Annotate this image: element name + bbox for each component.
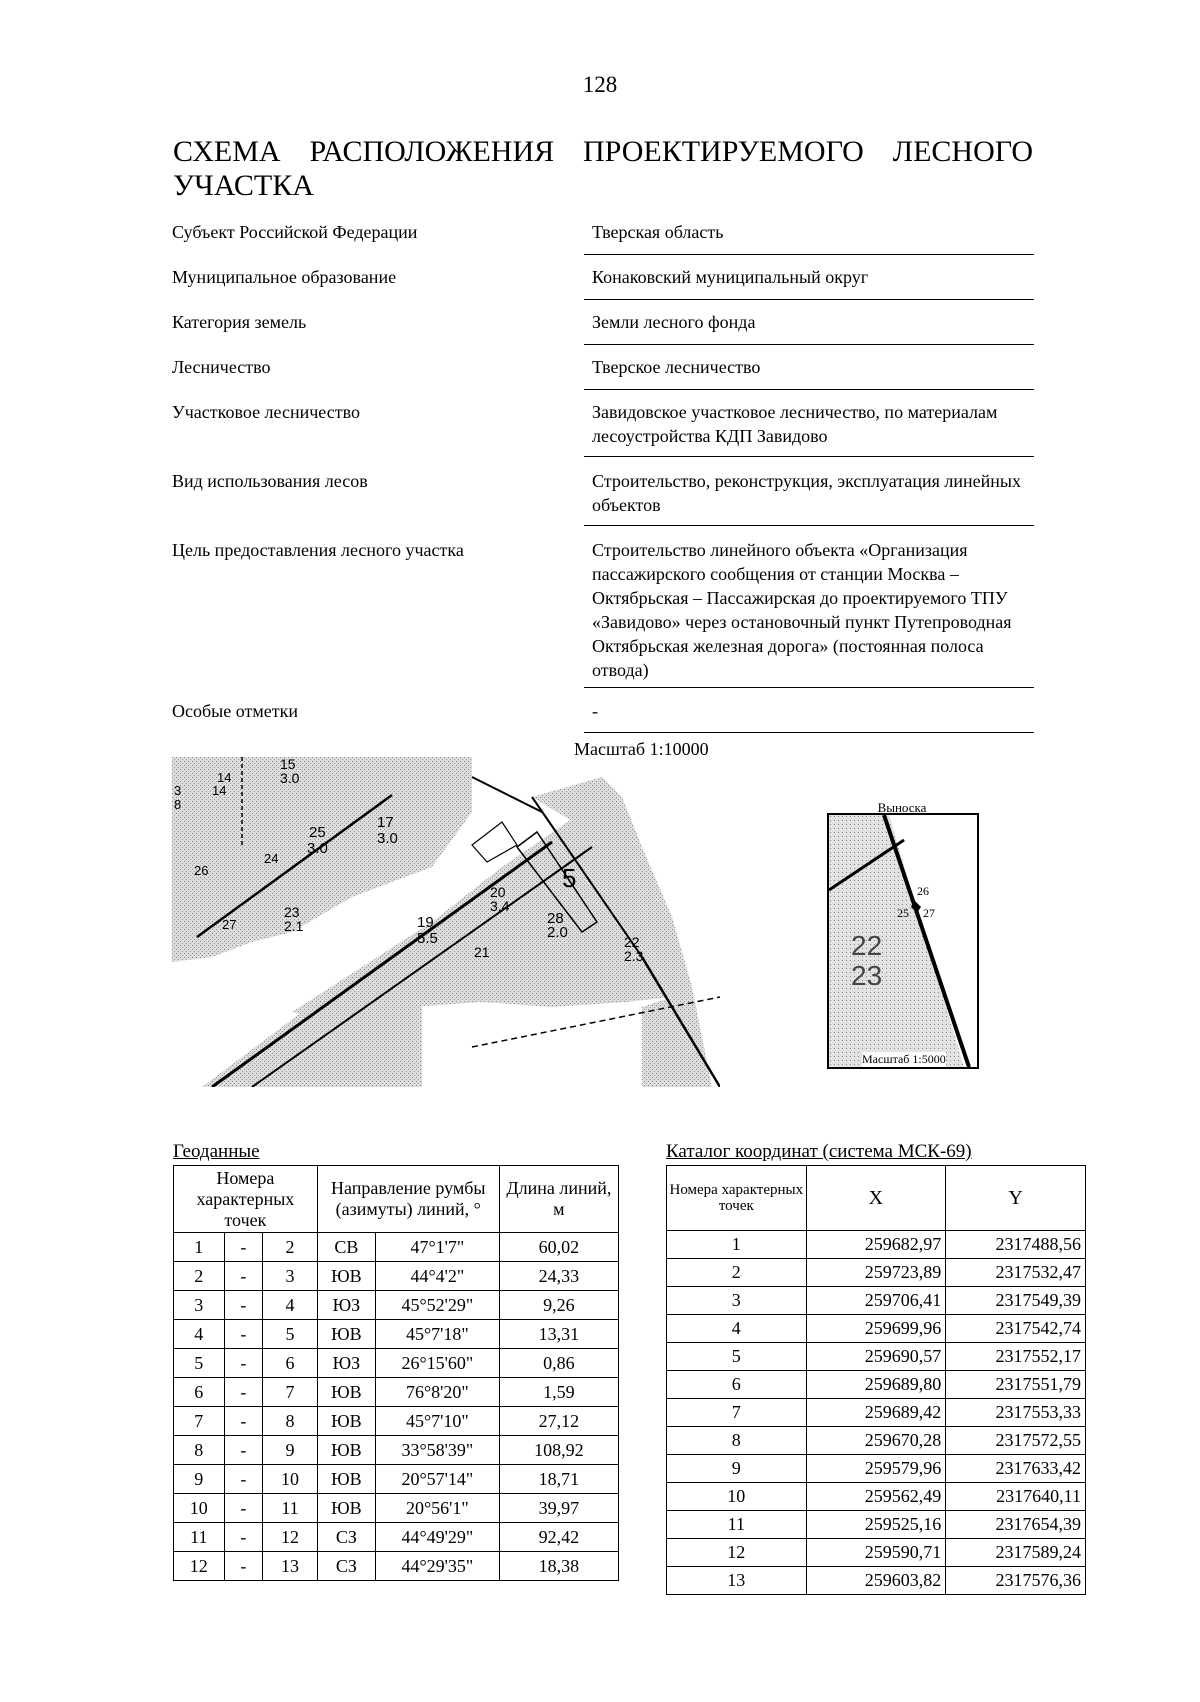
geo-cell-from-point: 3 bbox=[174, 1291, 225, 1320]
table-row bbox=[174, 1291, 619, 1320]
catalog-cell-yv: 2317532,47 bbox=[946, 1259, 1086, 1287]
geo-cell-rhumb: ЮВ bbox=[317, 1262, 375, 1291]
geo-cell-dash: - bbox=[224, 1349, 263, 1378]
catalog-cell-xv: 259706,41 bbox=[806, 1287, 946, 1315]
catalog-cell-num: 2 bbox=[667, 1259, 807, 1287]
geo-cell-to-point: 10 bbox=[263, 1465, 318, 1494]
table-row bbox=[667, 1287, 1086, 1315]
catalog-cell-num: 3 bbox=[667, 1287, 807, 1315]
table-row bbox=[667, 1259, 1086, 1287]
catalog-cell-xv: 259689,42 bbox=[806, 1399, 946, 1427]
geo-cell-dash: - bbox=[224, 1465, 263, 1494]
catalog-cell-xv: 259579,96 bbox=[806, 1455, 946, 1483]
inset-label: 25 bbox=[897, 906, 909, 920]
catalog-cell-yv: 2317552,17 bbox=[946, 1343, 1086, 1371]
header-direction: Направление румбы (азимуты) линий, ° bbox=[317, 1166, 499, 1233]
table-row bbox=[667, 1539, 1086, 1567]
field-label-subject: Субъект Российской Федерации bbox=[172, 222, 418, 242]
catalog-cell-yv: 2317654,39 bbox=[946, 1511, 1086, 1539]
geo-cell-dash: - bbox=[224, 1436, 263, 1465]
geo-cell-to-point: 3 bbox=[263, 1262, 318, 1291]
inset-label: 27 bbox=[923, 906, 935, 920]
geo-cell-to-point: 13 bbox=[263, 1552, 318, 1581]
field-label-district-forestry: Участковое лесничество bbox=[172, 402, 360, 422]
inset-map bbox=[827, 813, 979, 1069]
map-label: 19 bbox=[417, 914, 434, 931]
geo-cell-from-point: 11 bbox=[174, 1523, 225, 1552]
plot-outline bbox=[472, 822, 517, 862]
geo-cell-rhumb: ЮВ bbox=[317, 1407, 375, 1436]
table-row bbox=[174, 1320, 619, 1349]
map-label: 2.3 bbox=[624, 948, 644, 964]
geo-cell-azimuth: 44°4'2" bbox=[376, 1262, 500, 1291]
map-label: 2.1 bbox=[284, 918, 304, 934]
geo-cell-rhumb: СЗ bbox=[317, 1552, 375, 1581]
geo-cell-rhumb: СВ bbox=[317, 1233, 375, 1262]
header-points: Номера характерных точек bbox=[174, 1166, 318, 1233]
catalog-cell-num: 8 bbox=[667, 1427, 807, 1455]
catalog-body bbox=[667, 1231, 1086, 1595]
geo-cell-length: 1,59 bbox=[499, 1378, 618, 1407]
inset-title: Выноска bbox=[877, 800, 927, 815]
map-label: 27 bbox=[222, 917, 237, 932]
field-value-subject: Тверская область bbox=[592, 222, 724, 242]
map-scale-label: Масштаб 1:10000 bbox=[574, 739, 709, 759]
geo-cell-from-point: 10 bbox=[174, 1494, 225, 1523]
geo-cell-from-point: 12 bbox=[174, 1552, 225, 1581]
geo-cell-length: 9,26 bbox=[499, 1291, 618, 1320]
geo-cell-length: 18,38 bbox=[499, 1552, 618, 1581]
catalog-cell-yv: 2317633,42 bbox=[946, 1455, 1086, 1483]
catalog-cell-xv: 259562,49 bbox=[806, 1483, 946, 1511]
table-row bbox=[174, 1465, 619, 1494]
geo-cell-azimuth: 33°58'39" bbox=[376, 1436, 500, 1465]
map-label: 17 bbox=[377, 814, 394, 831]
catalog-cell-yv: 2317640,11 bbox=[946, 1483, 1086, 1511]
geo-cell-dash: - bbox=[224, 1552, 263, 1581]
catalog-cell-xv: 259689,80 bbox=[806, 1371, 946, 1399]
geo-cell-dash: - bbox=[224, 1378, 263, 1407]
catalog-caption: Каталог координат (система МСК-69) bbox=[666, 1141, 972, 1162]
geo-cell-rhumb: ЮЗ bbox=[317, 1349, 375, 1378]
geo-cell-azimuth: 44°49'29" bbox=[376, 1523, 500, 1552]
table-row bbox=[667, 1427, 1086, 1455]
inset-label: 23 bbox=[851, 960, 883, 991]
catalog-cell-num: 6 bbox=[667, 1371, 807, 1399]
table-row bbox=[667, 1567, 1086, 1595]
table-row bbox=[174, 1552, 619, 1581]
field-label-purpose: Цель предоставления лесного участка bbox=[172, 540, 464, 560]
geo-cell-to-point: 12 bbox=[263, 1523, 318, 1552]
header-y: Y bbox=[946, 1166, 1086, 1231]
map-label: 21 bbox=[474, 944, 490, 960]
field-underline bbox=[584, 525, 1034, 526]
geo-cell-length: 39,97 bbox=[499, 1494, 618, 1523]
field-value-land-category: Земли лесного фонда bbox=[592, 312, 756, 332]
geo-cell-to-point: 11 bbox=[263, 1494, 318, 1523]
table-row bbox=[667, 1511, 1086, 1539]
map-label: 5 bbox=[562, 863, 577, 893]
geo-cell-to-point: 4 bbox=[263, 1291, 318, 1320]
field-label-forestry: Лесничество bbox=[172, 357, 271, 377]
table-row bbox=[667, 1483, 1086, 1511]
catalog-cell-yv: 2317576,36 bbox=[946, 1567, 1086, 1595]
geo-cell-from-point: 6 bbox=[174, 1378, 225, 1407]
geo-cell-dash: - bbox=[224, 1523, 263, 1552]
map-label: 22 bbox=[624, 934, 640, 950]
field-label-usage-type: Вид использования лесов bbox=[172, 471, 368, 491]
table-row bbox=[667, 1343, 1086, 1371]
geo-cell-dash: - bbox=[224, 1407, 263, 1436]
table-row bbox=[667, 1315, 1086, 1343]
catalog-cell-xv: 259590,71 bbox=[806, 1539, 946, 1567]
table-row bbox=[174, 1233, 619, 1262]
map-label: 3 bbox=[174, 783, 182, 798]
geo-cell-from-point: 5 bbox=[174, 1349, 225, 1378]
geo-cell-dash: - bbox=[224, 1233, 263, 1262]
geo-cell-from-point: 7 bbox=[174, 1407, 225, 1436]
field-underline bbox=[584, 344, 1034, 345]
map-label: 28 bbox=[547, 910, 564, 927]
geo-cell-rhumb: ЮВ bbox=[317, 1320, 375, 1349]
catalog-cell-xv: 259525,16 bbox=[806, 1511, 946, 1539]
table-row bbox=[667, 1371, 1086, 1399]
geo-cell-azimuth: 20°56'1" bbox=[376, 1494, 500, 1523]
geo-cell-length: 13,31 bbox=[499, 1320, 618, 1349]
inset-label: 26 bbox=[917, 884, 929, 898]
field-value-usage-type: Строительство, реконструкция, эксплуатация линейных объектов bbox=[592, 471, 1021, 515]
geo-cell-azimuth: 44°29'35" bbox=[376, 1552, 500, 1581]
geo-cell-dash: - bbox=[224, 1262, 263, 1291]
catalog-cell-xv: 259699,96 bbox=[806, 1315, 946, 1343]
table-row bbox=[174, 1523, 619, 1552]
field-underline bbox=[584, 732, 1034, 733]
table-header-row bbox=[174, 1166, 619, 1233]
catalog-table bbox=[666, 1165, 1086, 1595]
table-row bbox=[667, 1231, 1086, 1259]
geo-cell-length: 18,71 bbox=[499, 1465, 618, 1494]
catalog-cell-xv: 259603,82 bbox=[806, 1567, 946, 1595]
geo-cell-azimuth: 76°8'20" bbox=[376, 1378, 500, 1407]
geo-cell-dash: - bbox=[224, 1320, 263, 1349]
field-underline bbox=[584, 456, 1034, 457]
field-label-municipality: Муниципальное образование bbox=[172, 267, 397, 287]
table-row bbox=[174, 1494, 619, 1523]
table-header-row bbox=[667, 1166, 1086, 1231]
catalog-cell-num: 1 bbox=[667, 1231, 807, 1259]
header-points: Номера характерных точек bbox=[667, 1166, 807, 1231]
field-label-land-category: Категория земель bbox=[172, 312, 307, 332]
geo-cell-length: 60,02 bbox=[499, 1233, 618, 1262]
geo-cell-dash: - bbox=[224, 1291, 263, 1320]
geo-cell-azimuth: 20°57'14" bbox=[376, 1465, 500, 1494]
boundary-line bbox=[472, 777, 542, 812]
geo-cell-azimuth: 26°15'60" bbox=[376, 1349, 500, 1378]
geo-cell-to-point: 6 bbox=[263, 1349, 318, 1378]
map-label: 3.0 bbox=[307, 840, 328, 857]
catalog-cell-yv: 2317572,55 bbox=[946, 1427, 1086, 1455]
field-value-notes: - bbox=[592, 701, 598, 721]
geo-cell-rhumb: ЮЗ bbox=[317, 1291, 375, 1320]
geo-cell-to-point: 5 bbox=[263, 1320, 318, 1349]
table-row bbox=[174, 1378, 619, 1407]
catalog-cell-num: 4 bbox=[667, 1315, 807, 1343]
geo-cell-from-point: 8 bbox=[174, 1436, 225, 1465]
geodata-table bbox=[173, 1165, 619, 1581]
table-row bbox=[174, 1436, 619, 1465]
map-label: 5.5 bbox=[417, 930, 438, 947]
forest-plot-map bbox=[172, 757, 720, 1087]
geo-cell-from-point: 1 bbox=[174, 1233, 225, 1262]
catalog-cell-num: 11 bbox=[667, 1511, 807, 1539]
geo-cell-dash: - bbox=[224, 1494, 263, 1523]
geo-cell-length: 108,92 bbox=[499, 1436, 618, 1465]
map-label: 23 bbox=[284, 904, 300, 920]
catalog-cell-num: 7 bbox=[667, 1399, 807, 1427]
catalog-cell-yv: 2317542,74 bbox=[946, 1315, 1086, 1343]
map-label: 14 bbox=[217, 770, 232, 785]
catalog-cell-num: 5 bbox=[667, 1343, 807, 1371]
geo-cell-to-point: 8 bbox=[263, 1407, 318, 1436]
geo-cell-length: 92,42 bbox=[499, 1523, 618, 1552]
inset-scale-label: Масштаб 1:5000 bbox=[862, 1052, 946, 1066]
table-row bbox=[174, 1262, 619, 1291]
geodata-body bbox=[174, 1233, 619, 1581]
header-x: X bbox=[806, 1166, 946, 1231]
geo-cell-rhumb: ЮВ bbox=[317, 1378, 375, 1407]
catalog-cell-num: 10 bbox=[667, 1483, 807, 1511]
page-number: 128 bbox=[582, 72, 618, 97]
page-title-line1: СХЕМА РАСПОЛОЖЕНИЯ ПРОЕКТИРУЕМОГО ЛЕСНОГО bbox=[173, 135, 1033, 168]
table-row bbox=[667, 1455, 1086, 1483]
field-label-notes: Особые отметки bbox=[172, 701, 298, 721]
catalog-cell-yv: 2317549,39 bbox=[946, 1287, 1086, 1315]
map-label: 24 bbox=[264, 851, 279, 866]
geo-cell-rhumb: ЮВ bbox=[317, 1465, 375, 1494]
catalog-cell-num: 9 bbox=[667, 1455, 807, 1483]
geo-cell-from-point: 2 bbox=[174, 1262, 225, 1291]
header-length: Длина линий, м bbox=[499, 1166, 618, 1233]
geo-cell-to-point: 9 bbox=[263, 1436, 318, 1465]
geo-cell-to-point: 7 bbox=[263, 1378, 318, 1407]
map-label: 3.0 bbox=[377, 830, 398, 847]
geodata-caption: Геоданные bbox=[173, 1141, 260, 1162]
geo-cell-length: 0,86 bbox=[499, 1349, 618, 1378]
catalog-cell-yv: 2317488,56 bbox=[946, 1231, 1086, 1259]
geo-cell-rhumb: ЮВ bbox=[317, 1494, 375, 1523]
catalog-cell-num: 12 bbox=[667, 1539, 807, 1567]
catalog-cell-xv: 259723,89 bbox=[806, 1259, 946, 1287]
field-underline bbox=[584, 687, 1034, 688]
map-label: 3.4 bbox=[490, 898, 510, 914]
map-label: 8 bbox=[174, 797, 182, 812]
map-label: 26 bbox=[194, 863, 209, 878]
field-underline bbox=[584, 389, 1034, 390]
geo-cell-length: 24,33 bbox=[499, 1262, 618, 1291]
field-value-forestry: Тверское лесничество bbox=[592, 357, 761, 377]
field-underline bbox=[584, 254, 1034, 255]
geo-cell-rhumb: ЮВ bbox=[317, 1436, 375, 1465]
map-label: 3.0 bbox=[280, 770, 300, 786]
geo-cell-azimuth: 45°7'10" bbox=[376, 1407, 500, 1436]
geo-cell-azimuth: 45°7'18" bbox=[376, 1320, 500, 1349]
geo-cell-length: 27,12 bbox=[499, 1407, 618, 1436]
catalog-cell-num: 13 bbox=[667, 1567, 807, 1595]
catalog-cell-yv: 2317589,24 bbox=[946, 1539, 1086, 1567]
page-title-line2: УЧАСТКА bbox=[173, 169, 314, 202]
map-label: 2.0 bbox=[547, 924, 568, 941]
geo-cell-to-point: 2 bbox=[263, 1233, 318, 1262]
field-underline bbox=[584, 299, 1034, 300]
field-value-district-forestry: Завидовское участковое лесничество, по материалам лесоустройства КДП Завидово bbox=[592, 402, 998, 446]
geo-cell-from-point: 4 bbox=[174, 1320, 225, 1349]
geo-cell-azimuth: 47°1'7" bbox=[376, 1233, 500, 1262]
geo-cell-azimuth: 45°52'29" bbox=[376, 1291, 500, 1320]
geo-cell-rhumb: СЗ bbox=[317, 1523, 375, 1552]
map-label: 14 bbox=[212, 783, 227, 798]
map-label: 25 bbox=[309, 824, 326, 841]
catalog-cell-xv: 259682,97 bbox=[806, 1231, 946, 1259]
field-value-purpose: Строительство линейного объекта «Организация пассажирского сообщения от станции Москва – Октябрьская – Пассажирская до проектируемого ТПУ «Завидово» через остановочный пункт Путепроводная Октябрьская железная дорога» (постоянная полоса отвода) bbox=[592, 540, 1012, 680]
catalog-cell-yv: 2317551,79 bbox=[946, 1371, 1086, 1399]
table-row bbox=[174, 1349, 619, 1378]
catalog-cell-yv: 2317553,33 bbox=[946, 1399, 1086, 1427]
map-label: 20 bbox=[490, 884, 506, 900]
map-label: 15 bbox=[280, 757, 296, 772]
field-value-municipality: Конаковский муниципальный округ bbox=[592, 267, 869, 287]
geo-cell-from-point: 9 bbox=[174, 1465, 225, 1494]
catalog-cell-xv: 259690,57 bbox=[806, 1343, 946, 1371]
catalog-cell-xv: 259670,28 bbox=[806, 1427, 946, 1455]
table-row bbox=[174, 1407, 619, 1436]
inset-label: 22 bbox=[851, 930, 883, 961]
table-row bbox=[667, 1399, 1086, 1427]
